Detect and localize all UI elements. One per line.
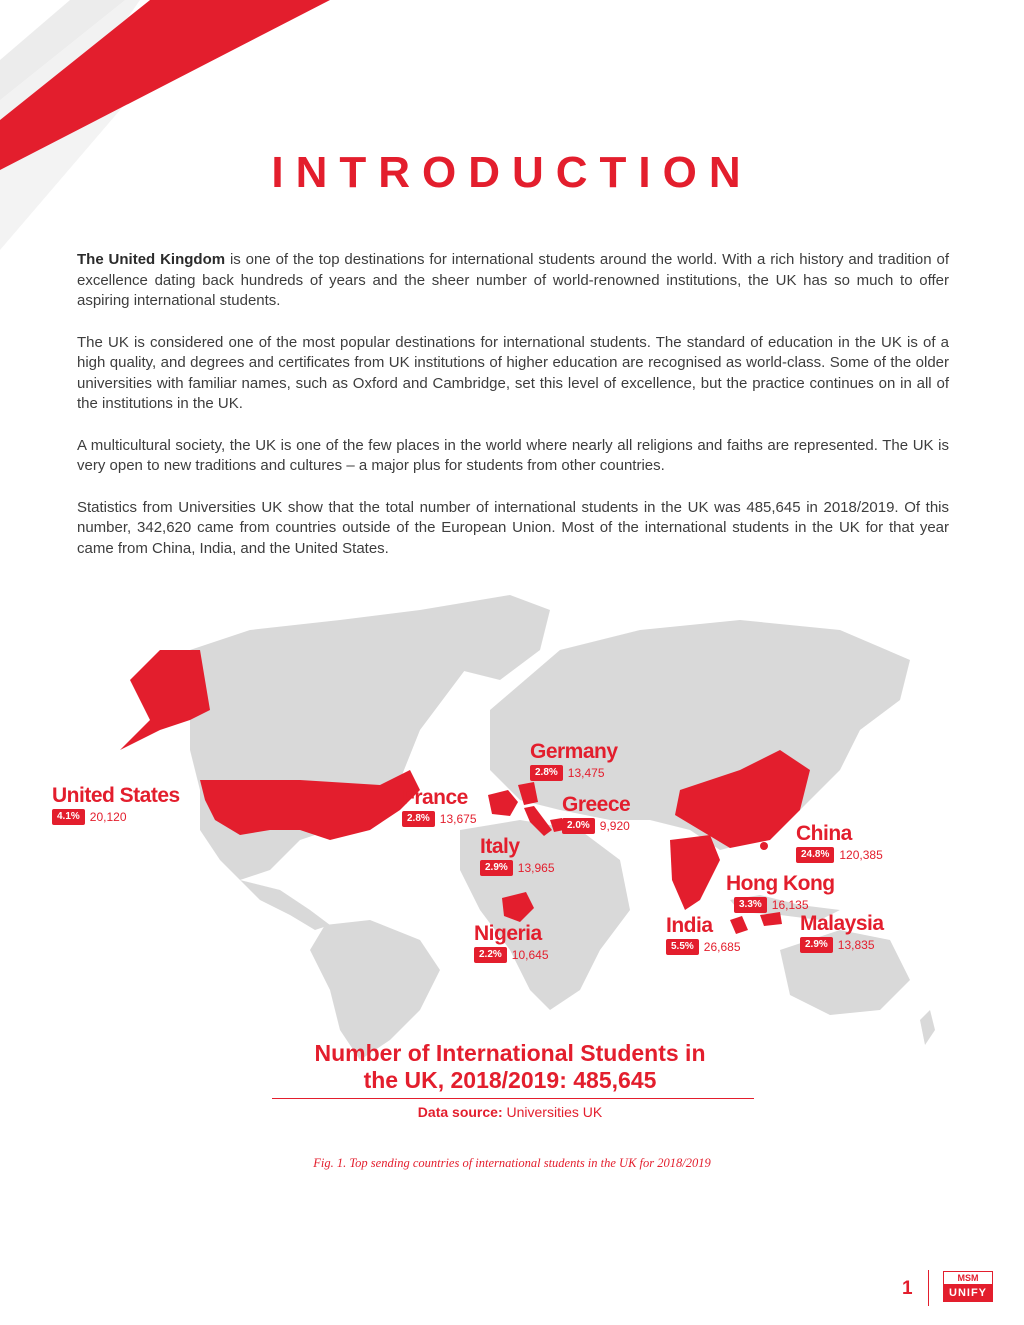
pct-badge: 2.9% (800, 937, 833, 953)
count: 10,645 (511, 948, 549, 962)
figure-caption: Fig. 1. Top sending countries of international students in the UK for 2018/2019 (313, 1156, 711, 1170)
pct-badge: 4.1% (52, 809, 85, 825)
highlight-hong-kong (760, 842, 768, 850)
land-new-zealand (920, 1010, 935, 1045)
count: 20,120 (89, 810, 127, 824)
pct-badge: 2.8% (530, 765, 563, 781)
paragraph-1-text: is one of the top destinations for international students around the world. With a rich history and tradition of excellence dating back hundreds of years and the sheer number of world-renowned institutions, the UK has so much to offer aspiring international students. (77, 251, 949, 309)
pct-badge: 2.9% (480, 860, 513, 876)
map-title-line-2 (270, 1067, 750, 1094)
label-france (402, 786, 477, 827)
country-name: United States (52, 784, 180, 807)
intro-text (77, 250, 949, 580)
world-map (40, 590, 980, 1060)
pct-badge: 24.8% (796, 847, 834, 863)
logo-bottom-text: UNIFY (943, 1284, 993, 1302)
paragraph-2: The UK is considered one of the most popular destinations for international students. The standard of education in the UK is of a high quality, and degrees and certificates from UK institutions of higher education are recognised as world-class. Some of the older universities with familiar names, such as Oxford and Cambridge, set this level of excellence, but the practice continues on in all of the institutions in the UK. (77, 333, 949, 412)
lead-text: The United Kingdom (77, 251, 226, 268)
pct-badge: 2.8% (402, 811, 435, 827)
decorative-ribbon (0, 0, 360, 260)
source-label: Data source: (417, 1104, 503, 1120)
country-name: Italy (480, 835, 520, 858)
footer-divider (928, 1270, 929, 1306)
land-north-america (190, 610, 480, 880)
label-india (666, 914, 741, 955)
pct-badge: 5.5% (666, 939, 699, 955)
data-source (270, 1104, 750, 1120)
map-title-prefix: the UK, 2018/2019: (363, 1067, 574, 1093)
country-name: India (666, 914, 713, 937)
pct-badge: 2.0% (562, 818, 595, 834)
page-title: INTRODUCTION (271, 148, 753, 197)
label-malaysia (800, 912, 884, 953)
source-value: Universities UK (502, 1104, 603, 1120)
count: 13,475 (567, 766, 605, 780)
country-name: Germany (530, 740, 618, 763)
country-name: Hong Kong (726, 872, 835, 895)
page-number: 1 (902, 1278, 913, 1299)
country-name: China (796, 822, 852, 845)
label-nigeria (474, 922, 549, 963)
logo-top-text: MSM (943, 1271, 993, 1284)
land-central-america (240, 880, 330, 930)
label-germany (530, 740, 618, 781)
msm-unify-logo (943, 1271, 993, 1302)
count: 9,920 (599, 819, 630, 833)
label-italy (480, 835, 555, 876)
pct-badge: 2.2% (474, 947, 507, 963)
pct-badge: 3.3% (734, 897, 767, 913)
label-hong-kong (726, 872, 835, 913)
label-greece (562, 793, 630, 834)
map-title-line-1: Number of International Students in (314, 1040, 706, 1066)
paragraph-3: A multicultural society, the UK is one of the few places in the world where nearly all religions and faiths are represented. The UK is very open to new traditions and cultures – a major plus for students from other countries. (77, 436, 949, 474)
count: 16,135 (771, 898, 809, 912)
count: 13,675 (439, 812, 477, 826)
country-name: Malaysia (800, 912, 884, 935)
count: 120,385 (839, 848, 883, 862)
country-name: Nigeria (474, 922, 542, 945)
map-total: 485,645 (573, 1067, 657, 1093)
map-title (270, 1040, 750, 1094)
title-divider (272, 1098, 754, 1099)
count: 13,965 (517, 861, 555, 875)
country-name: France (402, 786, 468, 809)
highlight-malaysia-borneo (760, 912, 782, 926)
label-china (796, 822, 883, 863)
label-united-states (52, 784, 180, 825)
highlight-france (488, 790, 518, 816)
country-name: Greece (562, 793, 631, 816)
count: 13,835 (837, 938, 875, 952)
paragraph-4: Statistics from Universities UK show that the total number of international students in the UK was 485,645 in 2018/2019. Of this number, 342,620 came from countries outside of the European Union. Most of the international students in the UK for that year came from China, India, and the United States. (77, 498, 949, 557)
highlight-india (670, 835, 720, 910)
count: 26,685 (703, 940, 741, 954)
land-south-america (310, 920, 440, 1060)
paragraph-1 (77, 250, 949, 312)
